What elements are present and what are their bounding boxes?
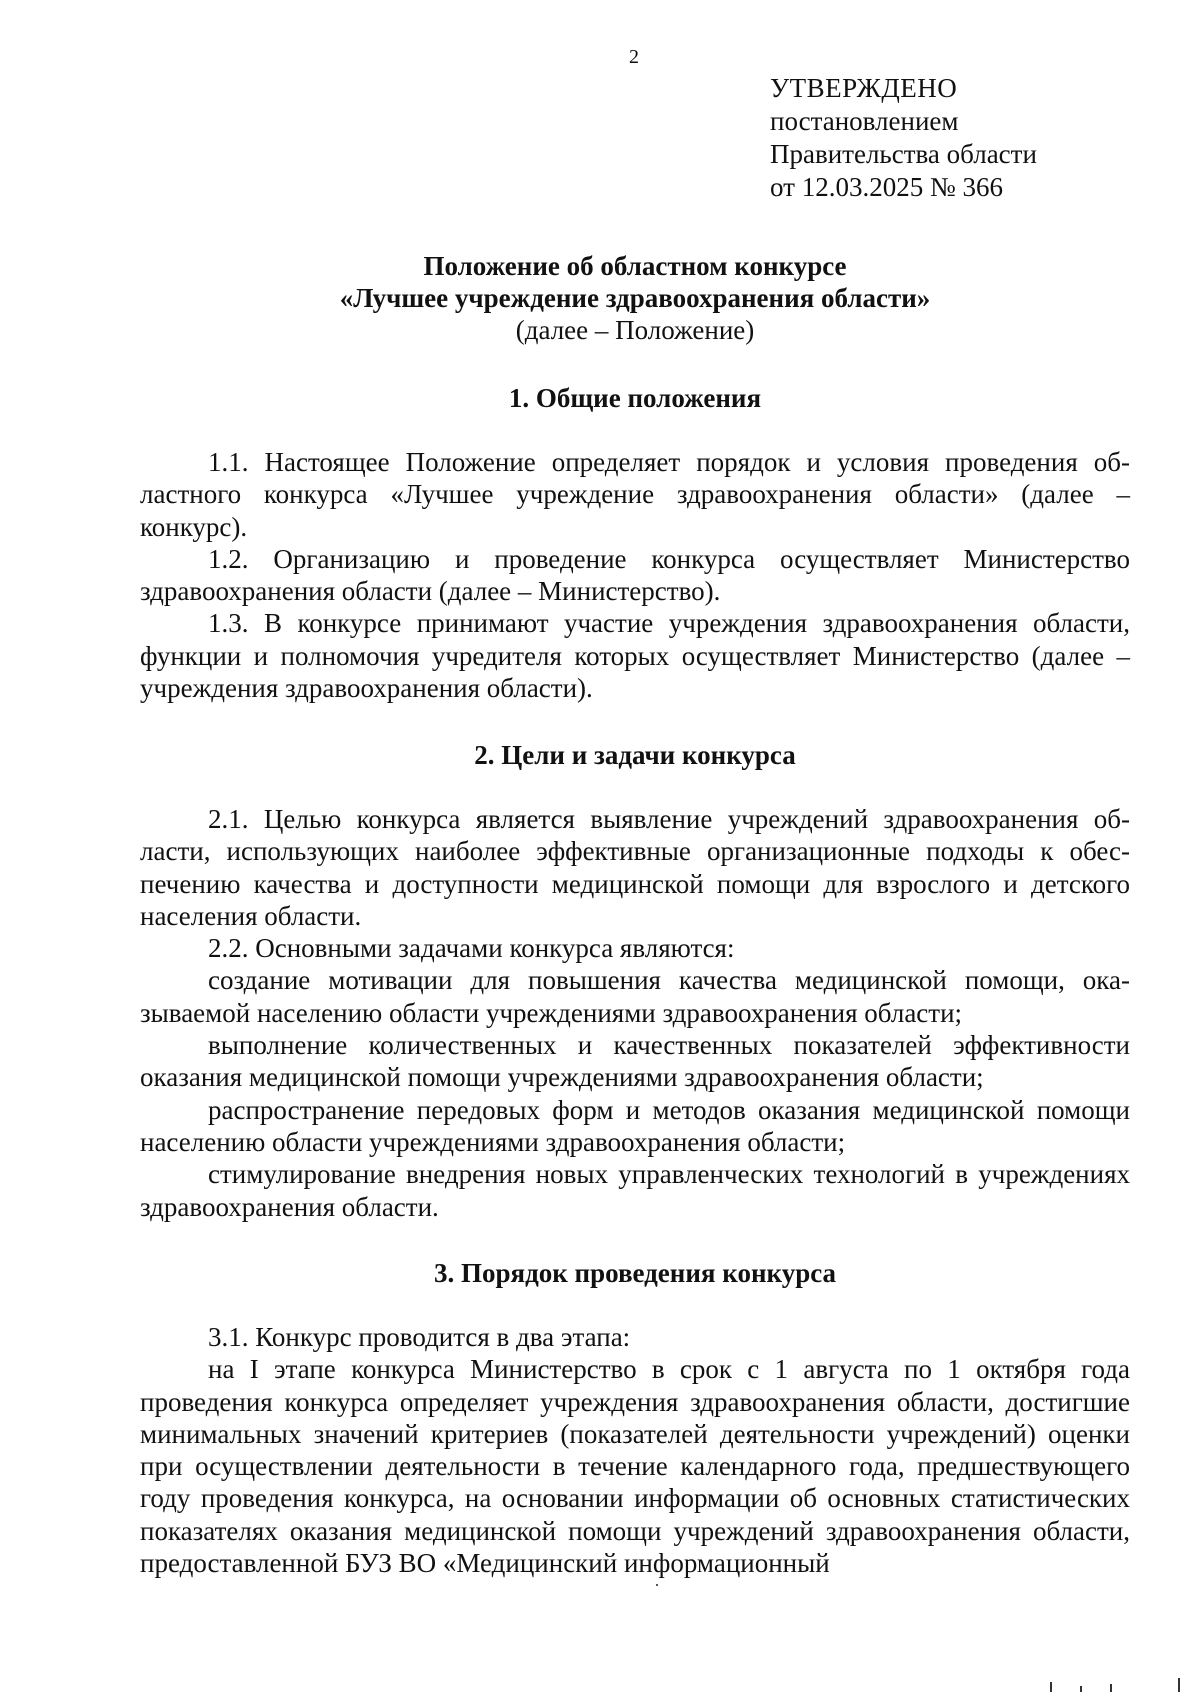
section-2-body: [140, 803, 1130, 1223]
approval-stamp-block: [770, 72, 1037, 204]
paragraph-3-1: 3.1. Конкурс проводится в два этапа:: [208, 1322, 631, 1352]
section-2-heading: 2. Цели и задачи конкурса: [474, 740, 796, 770]
scan-speck: [656, 1584, 658, 1586]
scan-edge-marks: [1040, 1672, 1190, 1692]
section-1-heading: 1. Общие положения: [508, 383, 762, 413]
section-3-body: [140, 1321, 1130, 1579]
paragraph-1-2: 1.2. Организацию и проведение конкурса осуществляет Министерство здравоохранения области (далее – Министерство).: [140, 543, 1130, 607]
section-3-heading: 3. Порядок проведения конкурса: [433, 1258, 837, 1288]
approval-line-government: Правительства области: [770, 139, 1037, 169]
paragraph-1-3: 1.3. В конкурсе принимают участие учреждения здравоохранения области, функции и полномочия учредителя которых осуществляет Министерство (далее – учреждения здравоохранения области).: [140, 608, 1130, 704]
approval-line-approved: УТВЕРЖДЕНО: [770, 73, 958, 103]
paragraph-2-task-1: создание мотивации для повышения качества медицинской помощи, оказываемой населению области учреждениями здравоохранения области;: [140, 965, 1130, 1028]
approval-line-resolution: постановлением: [770, 106, 959, 136]
paragraph-2-2: 2.2. Основными задачами конкурса являются:: [208, 933, 735, 964]
title-line-2: «Лучшее учреждение здравоохранения области»: [339, 283, 931, 313]
page-number: 2: [629, 46, 639, 68]
document-title: [140, 250, 1130, 346]
paragraph-2-task-3: распространение передовых форм и методов оказания медицинской помощи населению области учреждениями здравоохранения области;: [140, 1094, 1130, 1157]
paragraph-1-1: 1.1. Настоящее Положение определяет порядок и условия проведения областного конкурса «Лучшее учреждение здравоохранения области» (далее – конкурс).: [140, 447, 1130, 542]
title-line-1: Положение об областном конкурсе: [423, 251, 847, 281]
title-line-3: (далее – Положение): [515, 315, 755, 345]
paragraph-2-task-2: выполнение количественных и качественных показателей эффективности оказания медицинской помощи учреждениями здравоохранения области;: [140, 1030, 1130, 1093]
approval-line-date-number: от 12.03.2025 № 366: [770, 172, 1003, 202]
section-1-body: [140, 446, 1130, 704]
paragraph-2-task-4: стимулирование внедрения новых управленческих технологий в учреждениях здравоохранения области.: [140, 1159, 1130, 1222]
paragraph-2-1: 2.1. Целью конкурса является выявление учреждений здравоохранения области, использующих наиболее эффективные организационные подходы к обеспечению качества и доступности медицинской помощи для взрослого и детского населения области.: [140, 804, 1130, 931]
paragraph-3-1-stage-1: на I этапе конкурса Министерство в срок с 1 августа по 1 октября года проведения конкурса определяет учреждения здравоохранения области, достигшие минимальных значений критериев (показателей деятельности учреждений) оценки при осуществлении деятельности в течение календарного года, предшествующего году проведения конкурса, на основании информации об основных статистических показателях оказания медицинской помощи учреждений здравоохранения области, предоставленной БУЗ ВО «Медицинский информационный: [140, 1354, 1130, 1579]
